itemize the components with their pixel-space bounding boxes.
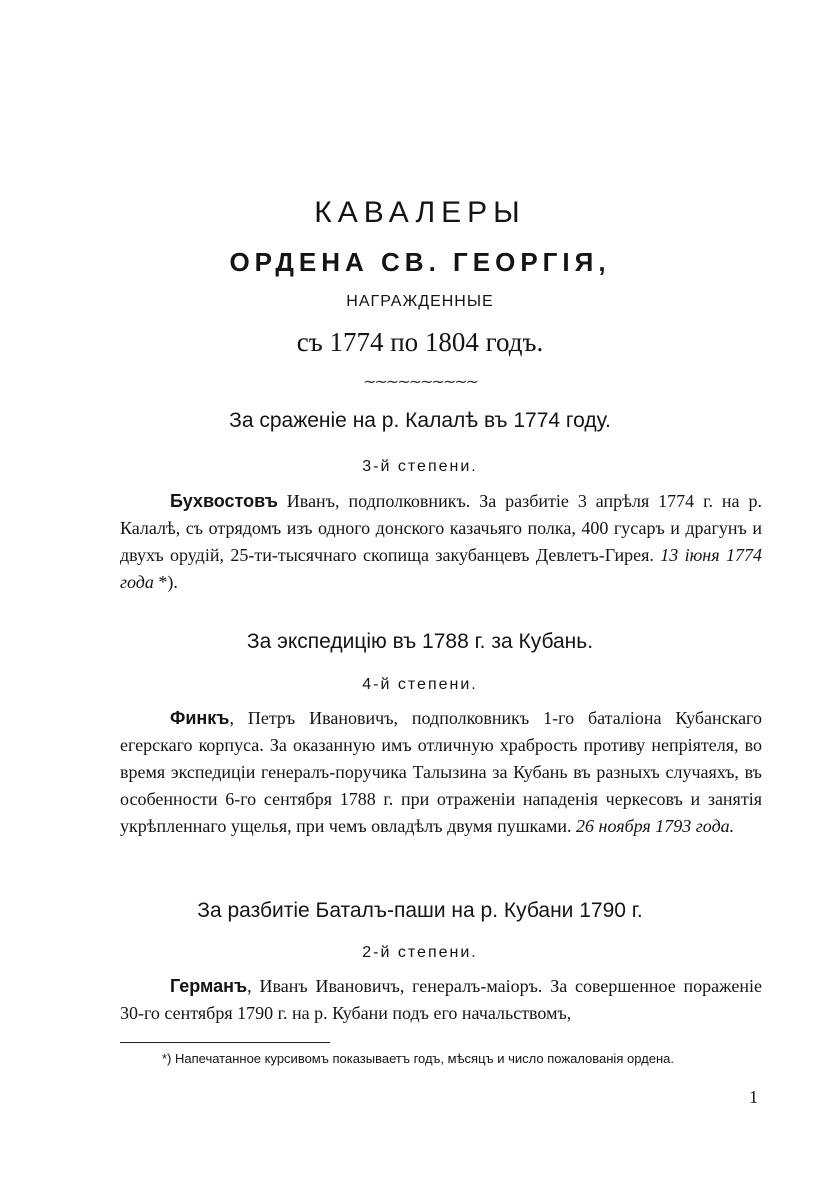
entry-paragraph (120, 705, 762, 840)
section-heading: За разбитіе Баталъ-паши на р. Кубани 1790 г. (197, 899, 643, 922)
years-range: съ 1774 по 1804 годъ. (296, 327, 544, 357)
entry-award-date: 13 іюня 1774 года (120, 545, 762, 592)
entry-text: , Петръ Ивановичъ, подполковникъ 1-го баталіона Кубанскаго егерскаго корпуса. За оказанную имъ отличную храбрость противу непріятеля, во время экспедиціи генералъ-поручика Талызина за Кубань въ разныхъ случаяхъ, въ особенности 6-го сентября 1788 г. при отраженіи нападенія черкесовъ и занятія укрѣпленнаго ущелья, при чемъ овладѣлъ двумя пушками. (120, 708, 762, 836)
entry-name: Финкъ (170, 708, 230, 728)
awarded-label: НАГРАЖДЕННЫЕ (346, 293, 494, 310)
page-title: КАВАЛЕРЫ (314, 196, 526, 229)
entry-name: Бухвостовъ (170, 491, 278, 511)
entry-paragraph (120, 973, 762, 1027)
entry-paragraph (120, 488, 762, 596)
footnote: *) Напечатанное курсивомъ показываетъ годъ, мѣсяцъ и число пожалованія ордена. (162, 1051, 674, 1066)
section-degree: 2-й степени. (362, 944, 478, 961)
page-subtitle: ОРДЕНА СВ. ГЕОРГІЯ, (229, 247, 611, 277)
entry-text: , Иванъ Ивановичъ, генералъ-маіоръ. За совершенное пораженіе 30-го сентября 1790 г. на р. Кубани подъ его начальствомъ, (120, 976, 762, 1023)
section-degree: 3-й степени. (362, 458, 478, 475)
entry-name: Германъ (170, 976, 248, 996)
section-heading: За сраженіе на р. Калалѣ въ 1774 году. (229, 409, 611, 432)
entry-text: Иванъ, подполковникъ. За разбитіе 3 апрѣля 1774 г. на р. Калалѣ, съ отрядомъ изъ одного донского казачьяго полка, 400 гусаръ и драгунъ и двухъ орудій, 25-ти-тысячнаго скопища закубанцевъ Девлетъ-Гирея. (120, 491, 762, 565)
section-heading: За экспедицію въ 1788 г. за Кубань. (246, 630, 594, 653)
footnote-rule (120, 1042, 330, 1043)
entry-award-date: 26 ноября 1793 года. (576, 816, 735, 836)
ornament-divider: ~~~~~~~~~~ (362, 372, 478, 391)
entry-tail: *). (153, 572, 178, 592)
section-degree: 4-й степени. (362, 676, 478, 693)
page-number: 1 (749, 1087, 758, 1107)
